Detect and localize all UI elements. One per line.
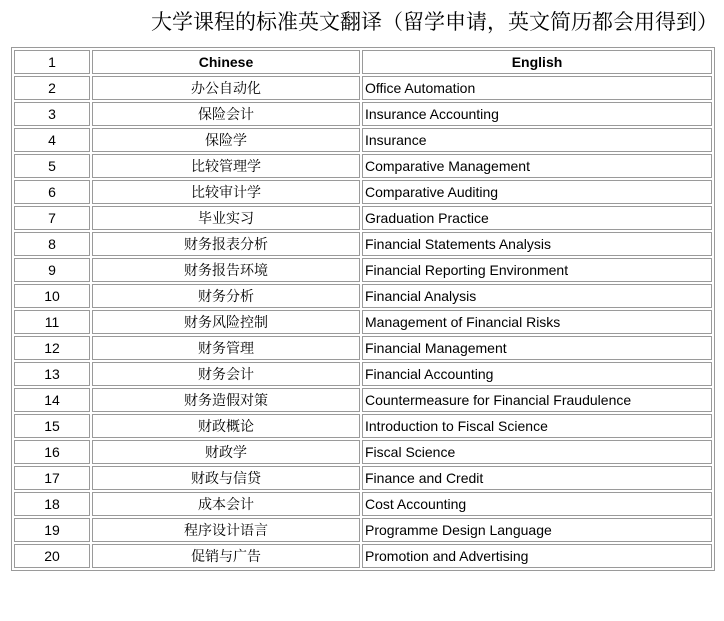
table-row: [14, 310, 712, 334]
table-row: [14, 544, 712, 568]
row-number-cell: 9: [14, 258, 90, 282]
chinese-cell: 财务分析: [92, 284, 360, 308]
english-cell: Programme Design Language: [362, 518, 712, 542]
table-row: [14, 492, 712, 516]
english-cell: Management of Financial Risks: [362, 310, 712, 334]
chinese-cell: 财务报告环境: [92, 258, 360, 282]
header-chinese-cell: Chinese: [92, 50, 360, 74]
english-cell: Insurance: [362, 128, 712, 152]
chinese-cell: 比较管理学: [92, 154, 360, 178]
row-number-cell: 18: [14, 492, 90, 516]
english-cell: Comparative Auditing: [362, 180, 712, 204]
table-row: [14, 154, 712, 178]
table-row: [14, 128, 712, 152]
page-title: 大学课程的标准英文翻译（留学申请，英文简历都会用得到）: [151, 10, 718, 34]
english-cell: Countermeasure for Financial Fraudulence: [362, 388, 712, 412]
english-cell: Office Automation: [362, 76, 712, 100]
table-row: [14, 284, 712, 308]
table-header-row: [14, 50, 712, 74]
table-row: [14, 440, 712, 464]
chinese-cell: 保险会计: [92, 102, 360, 126]
chinese-cell: 财务管理: [92, 336, 360, 360]
row-number-cell: 16: [14, 440, 90, 464]
english-cell: Fiscal Science: [362, 440, 712, 464]
row-number-cell: 12: [14, 336, 90, 360]
row-number-cell: 4: [14, 128, 90, 152]
course-table: [11, 47, 715, 571]
english-cell: Comparative Management: [362, 154, 712, 178]
chinese-cell: 财政概论: [92, 414, 360, 438]
chinese-cell: 财务会计: [92, 362, 360, 386]
chinese-cell: 毕业实习: [92, 206, 360, 230]
chinese-cell: 成本会计: [92, 492, 360, 516]
row-number-cell: 7: [14, 206, 90, 230]
row-number-cell: 6: [14, 180, 90, 204]
row-number-cell: 19: [14, 518, 90, 542]
table-row: [14, 206, 712, 230]
row-number-cell: 14: [14, 388, 90, 412]
row-number-cell: 8: [14, 232, 90, 256]
row-number-cell: 10: [14, 284, 90, 308]
chinese-cell: 程序设计语言: [92, 518, 360, 542]
table-row: [14, 102, 712, 126]
chinese-cell: 财务风险控制: [92, 310, 360, 334]
english-cell: Financial Statements Analysis: [362, 232, 712, 256]
header-number-cell: 1: [14, 50, 90, 74]
english-cell: Graduation Practice: [362, 206, 712, 230]
table-row: [14, 414, 712, 438]
chinese-cell: 财政与信贷: [92, 466, 360, 490]
english-cell: Financial Accounting: [362, 362, 712, 386]
table-row: [14, 258, 712, 282]
row-number-cell: 3: [14, 102, 90, 126]
english-cell: Finance and Credit: [362, 466, 712, 490]
row-number-cell: 20: [14, 544, 90, 568]
chinese-cell: 财务报表分析: [92, 232, 360, 256]
row-number-cell: 5: [14, 154, 90, 178]
english-cell: Introduction to Fiscal Science: [362, 414, 712, 438]
table-row: [14, 518, 712, 542]
english-cell: Promotion and Advertising: [362, 544, 712, 568]
english-cell: Financial Management: [362, 336, 712, 360]
table-row: [14, 362, 712, 386]
row-number-cell: 11: [14, 310, 90, 334]
table-row: [14, 180, 712, 204]
english-cell: Financial Analysis: [362, 284, 712, 308]
row-number-cell: 17: [14, 466, 90, 490]
english-cell: Financial Reporting Environment: [362, 258, 712, 282]
chinese-cell: 保险学: [92, 128, 360, 152]
row-number-cell: 2: [14, 76, 90, 100]
english-cell: Insurance Accounting: [362, 102, 712, 126]
table-row: [14, 76, 712, 100]
table-row: [14, 336, 712, 360]
chinese-cell: 财政学: [92, 440, 360, 464]
table-row: [14, 466, 712, 490]
english-cell: Cost Accounting: [362, 492, 712, 516]
row-number-cell: 13: [14, 362, 90, 386]
chinese-cell: 财务造假对策: [92, 388, 360, 412]
chinese-cell: 办公自动化: [92, 76, 360, 100]
table-row: [14, 388, 712, 412]
row-number-cell: 15: [14, 414, 90, 438]
chinese-cell: 促销与广告: [92, 544, 360, 568]
table-row: [14, 232, 712, 256]
chinese-cell: 比较审计学: [92, 180, 360, 204]
header-english-cell: English: [362, 50, 712, 74]
